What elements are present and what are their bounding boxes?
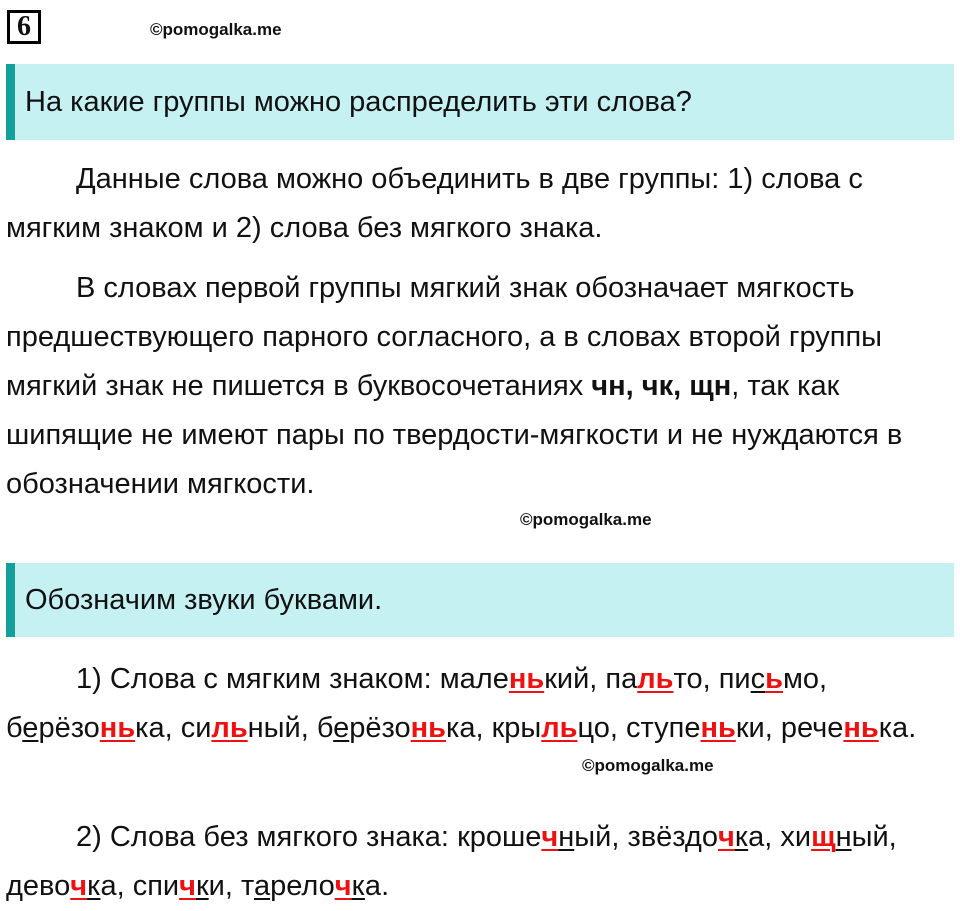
highlighted-letters: ь (765, 663, 783, 695)
list-2-intro: 2) Слова без мягкого знака: (76, 821, 458, 853)
paragraph-2 (6, 264, 946, 509)
word-part: рёзо (349, 712, 411, 744)
watermark-top: ©pomogalka.me (150, 20, 282, 39)
word-part: звёздо (627, 821, 718, 853)
word-part: ный (247, 712, 301, 744)
word-part: рёзо (38, 712, 100, 744)
highlighted-letters: ль (211, 712, 248, 744)
word-part: а (100, 870, 117, 902)
word (492, 712, 610, 744)
word-part: ый (851, 821, 889, 853)
word-part: а (364, 870, 382, 902)
word-part: рече (780, 712, 844, 744)
list-1 (6, 655, 946, 753)
list-1-words: маленький, пальто, письмо, берёзонька, сильный, берёзонька, крыльцо, ступеньки, реченька. (6, 663, 917, 744)
word (317, 712, 476, 744)
paragraph-2-before: В словах первой группы мягкий знак обозначает мягкость предшествующего парного согласного, а в словах второй группы мягкий знак не пишется в буквосочетаниях (6, 272, 883, 402)
question-band-2 (6, 563, 954, 637)
highlighted-letters: нь (843, 712, 879, 744)
word-part: па (605, 663, 638, 695)
highlighted-letters: ч (179, 870, 196, 902)
word-part: и (208, 870, 225, 902)
word (440, 663, 590, 695)
word (241, 870, 381, 902)
word-part: ки (735, 712, 765, 744)
list-2 (6, 813, 946, 911)
watermark-bottom: ©pomogalka.me (582, 756, 714, 775)
word-part: то (673, 663, 703, 695)
list-1-intro: 1) Слова с мягким знаком: (76, 663, 440, 695)
underlined-letter: к (351, 870, 365, 902)
underlined-letter: н (558, 821, 575, 853)
word-part: б (6, 712, 23, 744)
word (457, 821, 611, 853)
task-number-box (7, 10, 41, 44)
highlighted-letters: ч (541, 821, 559, 853)
word-part: кры (491, 712, 542, 744)
word-part: ый (574, 821, 612, 853)
word-part: мо (782, 663, 820, 695)
word-part: мале (439, 663, 509, 695)
underlined-letter: е (333, 712, 350, 744)
question-2-text: Обозначим звуки буквами. (25, 583, 383, 616)
highlighted-letters: нь (99, 712, 136, 744)
word (181, 712, 301, 744)
word-part: хи (780, 821, 812, 853)
word-part: ка (135, 712, 165, 744)
word-part: си (180, 712, 212, 744)
paragraph-1-text: Данные слова можно объединить в две группы: 1) слова с мягким знаком и 2) слова без мягкого знака. (6, 163, 863, 244)
word-part: спи (132, 870, 180, 902)
word (781, 712, 908, 744)
word-part: а (748, 821, 765, 853)
question-1-text: На какие группы можно распределить эти слова? (25, 85, 692, 118)
word-part: рело (270, 870, 335, 902)
highlighted-letters: нь (410, 712, 446, 744)
task-number: 6 (17, 11, 31, 42)
word (719, 663, 819, 695)
list-2-words: крошечный, звёздочка, хищный, девочка, спички, тарелочка. (6, 821, 897, 902)
word (780, 821, 888, 853)
underlined-letter: к (734, 821, 749, 853)
word-part: ка (878, 712, 909, 744)
highlighted-letters: ль (541, 712, 578, 744)
word (6, 712, 165, 744)
watermark-middle: ©pomogalka.me (520, 510, 652, 529)
word-part: цо (577, 712, 610, 744)
paragraph-1 (6, 155, 946, 253)
word (626, 712, 765, 744)
underlined-letter: к (195, 870, 209, 902)
word-part: дево (6, 870, 71, 902)
word-part: кий (544, 663, 590, 695)
highlighted-letters: нь (700, 712, 736, 744)
underlined-letter: е (22, 712, 39, 744)
highlighted-letters: ч (334, 870, 352, 902)
word-part: ступе (626, 712, 701, 744)
word (6, 870, 117, 902)
word-part: пи (718, 663, 751, 695)
highlighted-letters: нь (508, 663, 545, 695)
word-part: ка (446, 712, 476, 744)
highlighted-letters: ль (637, 663, 674, 695)
highlighted-letters: ч (70, 870, 88, 902)
underlined-letter: с (750, 663, 766, 695)
underlined-letter: н (835, 821, 852, 853)
highlighted-letters: ч (717, 821, 735, 853)
highlighted-letters: щ (811, 821, 836, 853)
word (627, 821, 764, 853)
underlined-letter: а (253, 870, 271, 902)
word-part: кроше (457, 821, 542, 853)
word-part: б (316, 712, 334, 744)
word-part: т (240, 870, 254, 902)
paragraph-2-after: , так как шипящие не имеют пары по твердости-мягкости и не нуждаются в обозначении мягкости. (6, 370, 903, 500)
word (605, 663, 702, 695)
paragraph-2-bold: чн, чк, щн (591, 370, 732, 402)
underlined-letter: к (87, 870, 101, 902)
question-band-1 (6, 64, 954, 140)
word (133, 870, 225, 902)
